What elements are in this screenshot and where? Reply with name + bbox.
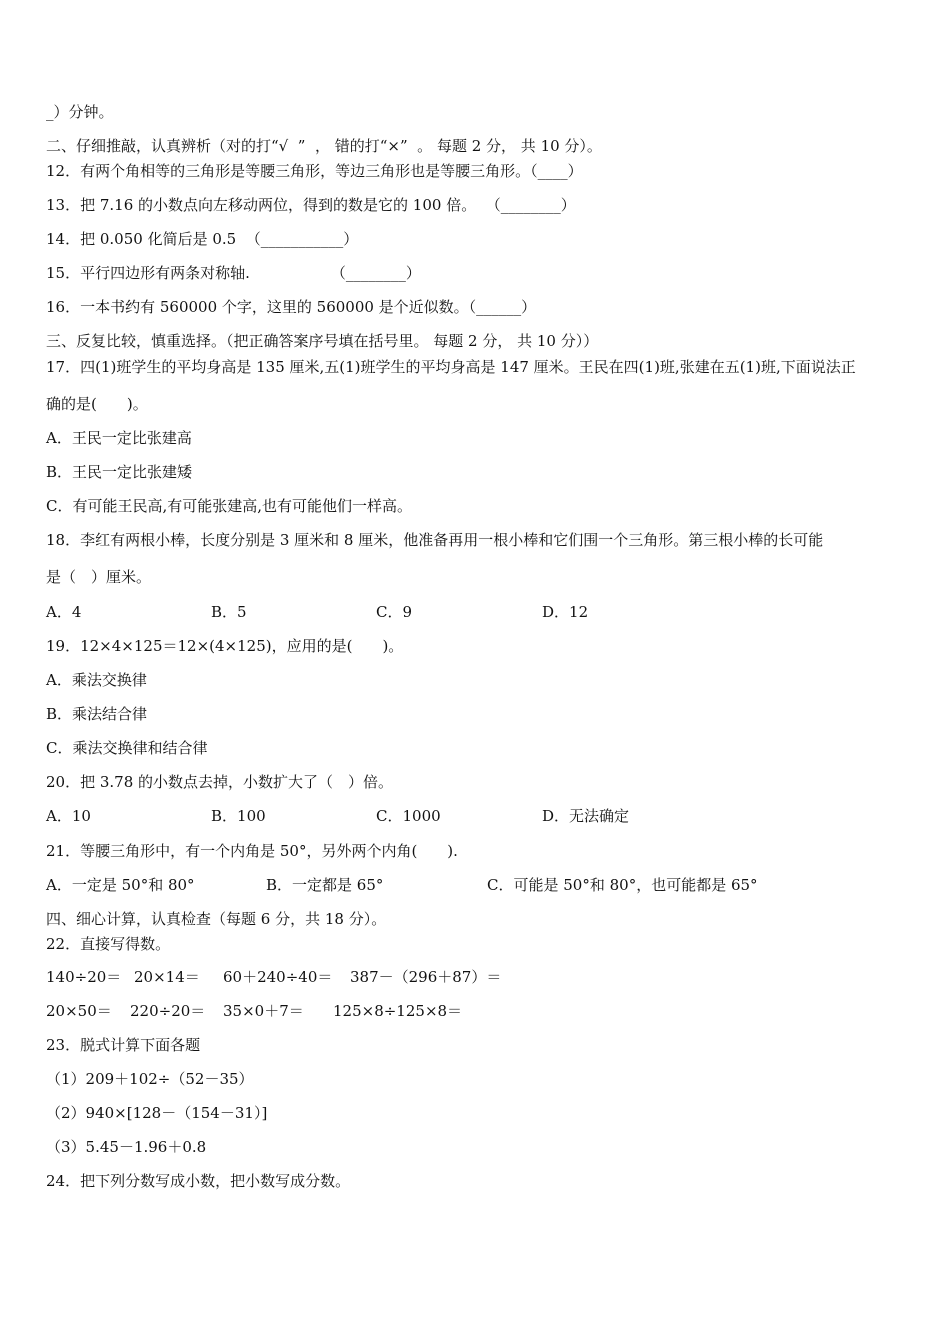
question-20-option-b: B．100 [211,807,266,825]
question-20: 20．把 3.78 的小数点去掉，小数扩大了（ ）倍。 [46,773,394,791]
question-18-option-a: A．4 [46,603,82,621]
question-20-option-d: D．无法确定 [542,807,630,825]
question-20-option-c: C．1000 [376,807,441,825]
question-18-line-2: 是（ ）厘米。 [46,568,152,586]
question-19-option-c: C．乘法交换律和结合律 [46,739,208,757]
question-23-item-2: （2）940×[128－（154－31）] [46,1104,268,1122]
question-19-option-b: B．乘法结合律 [46,705,148,723]
question-12: 12．有两个角相等的三角形是等腰三角形，等边三角形也是等腰三角形。（____） [46,162,583,180]
question-18-option-c: C．9 [376,603,413,621]
question-18-line-1: 18．李红有两根小棒，长度分别是 3 厘米和 8 厘米，他准备再用一根小棒和它们围一个三角形。第三根小棒的长可能 [46,531,824,549]
question-23-item-1: （1）209＋102÷（52－35） [46,1070,254,1088]
question-23: 23．脱式计算下面各题 [46,1036,201,1054]
question-19-option-a: A．乘法交换律 [46,671,147,689]
question-23-item-3: （3）5.45－1.96＋0.8 [46,1138,207,1156]
calc-item: 35×0＋7＝ [223,1002,304,1020]
calc-item: 20×50＝ [46,1002,112,1020]
question-13: 13．把 7.16 的小数点向左移动两位，得到的数是它的 100 倍。 （________） [46,196,576,214]
question-20-option-a: A．10 [46,807,91,825]
question-18-option-d: D．12 [542,603,589,621]
calc-item: 140÷20＝ [46,968,122,986]
question-21-option-b: B．一定都是 65° [266,876,384,894]
question-24: 24．把下列分数写成小数，把小数写成分数。 [46,1172,351,1190]
question-21-option-c: C．可能是 50°和 80°，也可能都是 65° [487,876,758,894]
question-17-line-2: 确的是( )。 [46,395,148,413]
question-18-option-b: B．5 [211,603,247,621]
calc-item: 220÷20＝ [130,1002,206,1020]
question-21: 21．等腰三角形中，有一个内角是 50°，另外两个内角( ). [46,842,458,860]
calc-item: 60＋240÷40＝ [223,968,333,986]
question-17-option-c: C．有可能王民高,有可能张建高,也有可能他们一样高。 [46,497,413,515]
line-continuation: _）分钟。 [46,103,114,121]
calc-item: 387－（296＋87）＝ [350,968,502,986]
question-22: 22．直接写得数。 [46,935,171,953]
question-17-option-b: B．王民一定比张建矮 [46,463,193,481]
calc-item: 20×14＝ [134,968,200,986]
question-17-option-a: A．王民一定比张建高 [46,429,192,447]
question-14: 14．把 0.050 化简后是 0.5 （___________） [46,230,359,248]
section-2-heading: 二、仔细推敲，认真辨析（对的打“√ ” ， 错的打“×” 。 每题 2 分， 共 10 分）。 [46,137,602,155]
question-15: 15．平行四边形有两条对称轴. （________） [46,264,421,282]
calc-item: 125×8÷125×8＝ [333,1002,463,1020]
section-4-heading: 四、细心计算，认真检查（每题 6 分，共 18 分）。 [46,910,387,928]
question-17-line-1: 17．四(1)班学生的平均身高是 135 厘米,五(1)班学生的平均身高是 147 厘米。王民在四(1)班,张建在五(1)班,下面说法正 [46,358,856,376]
question-16: 16．一本书约有 560000 个字，这里的 560000 是个近似数。（______） [46,298,537,316]
question-19: 19．12×4×125＝12×(4×125)，应用的是( )。 [46,637,404,655]
question-21-option-a: A．一定是 50°和 80° [46,876,195,894]
section-3-heading: 三、反复比较，慎重选择。（把正确答案序号填在括号里。 每题 2 分， 共 10 分）） [46,332,599,350]
